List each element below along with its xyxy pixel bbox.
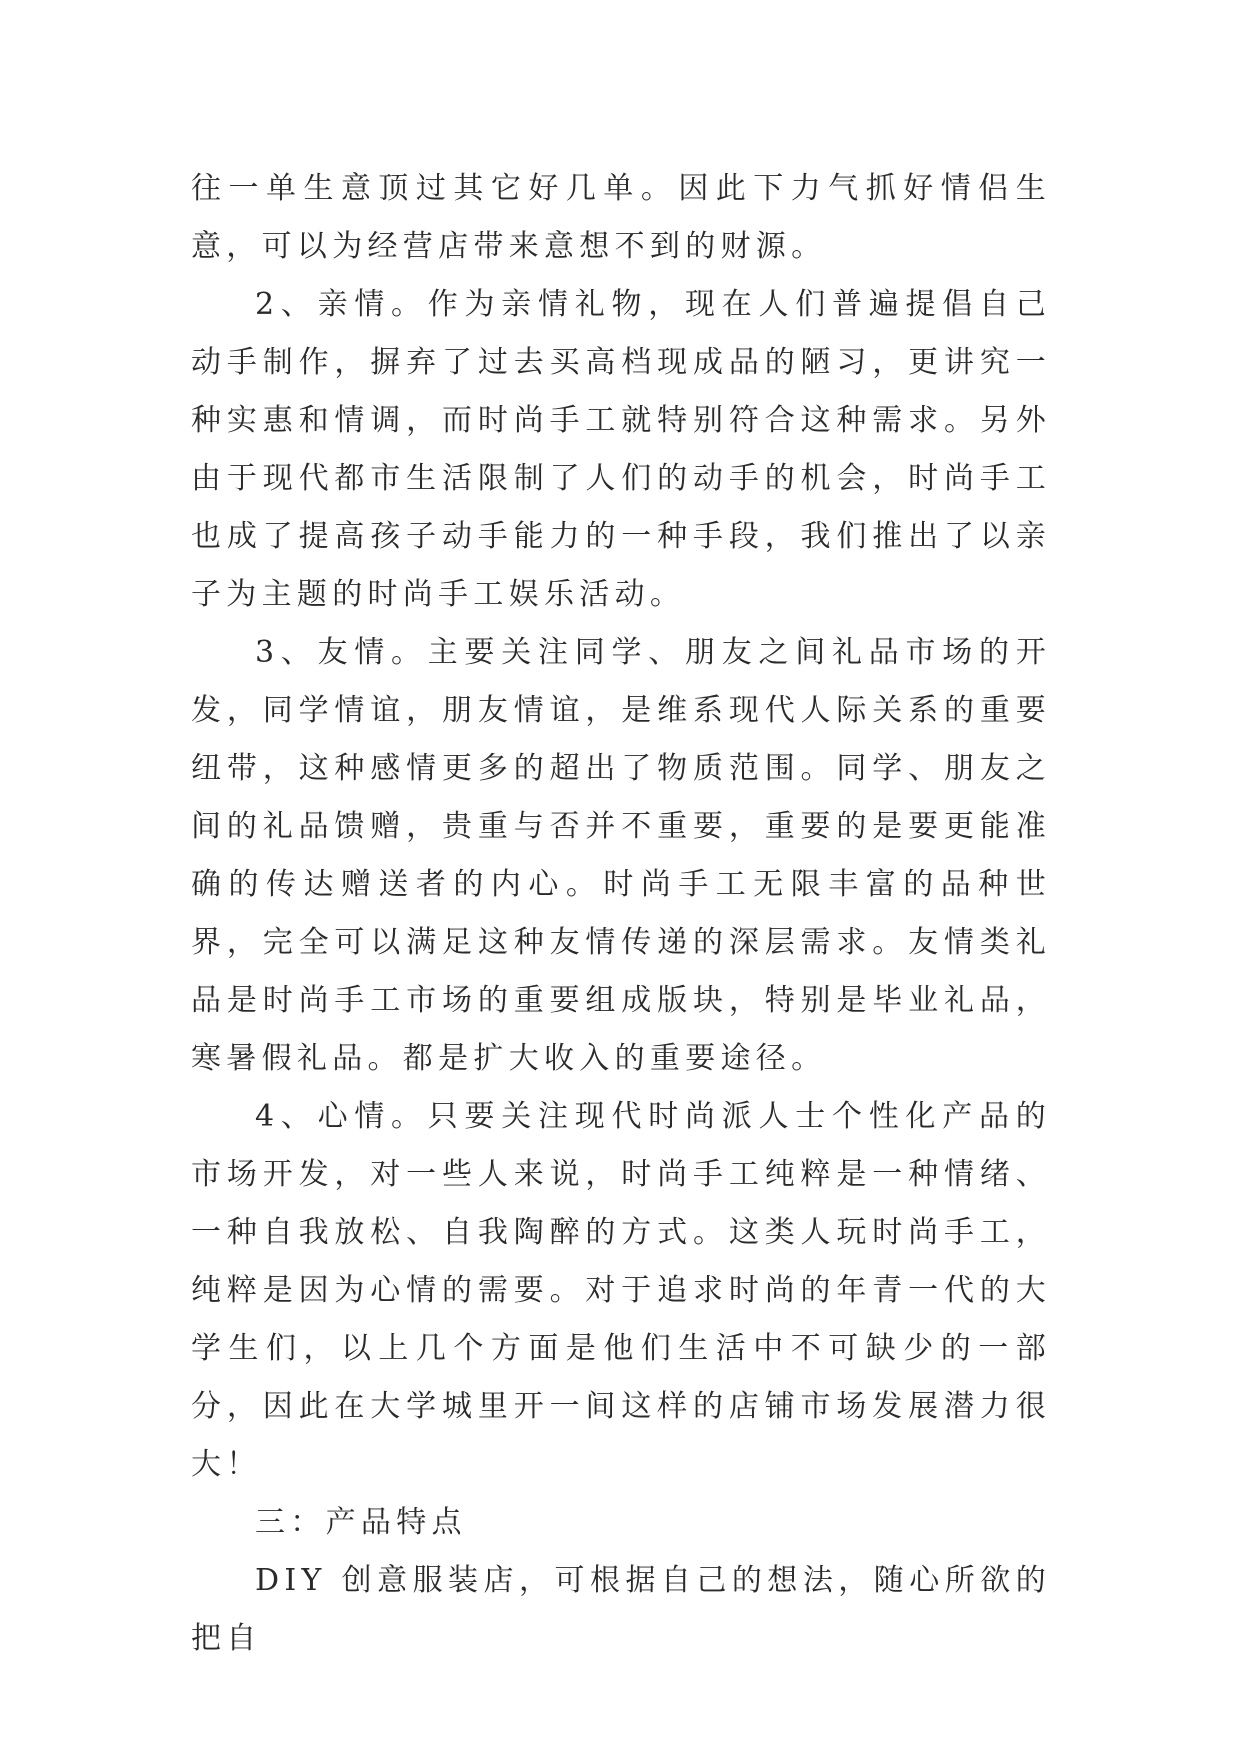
paragraph-continuation: 往一单生意顶过其它好几单。因此下力气抓好情侣生意，可以为经营店带来意想不到的财源。	[191, 171, 1051, 264]
document-body	[191, 160, 1051, 1668]
paragraph-diy: DIY 创意服装店，可根据自己的想法，随心所欲的把自	[191, 1563, 1051, 1656]
paragraph-family: 2、亲情。作为亲情礼物，现在人们普遍提倡自己动手制作，摒弃了过去买高档现成品的陋习，更讲究一种实惠和情调，而时尚手工就特别符合这种需求。另外由于现代都市生活限制了人们的动手的机会，时尚手工也成了提高孩子动手能力的一种手段，我们推出了以亲子为主题的时尚手工娱乐活动。	[191, 287, 1051, 612]
paragraph-friendship: 3、友情。主要关注同学、朋友之间礼品市场的开发，同学情谊，朋友情谊，是维系现代人际关系的重要纽带，这种感情更多的超出了物质范围。同学、朋友之间的礼品馈赠，贵重与否并不重要，重要的是要更能准确的传达赠送者的内心。时尚手工无限丰富的品种世界，完全可以满足这种友情传递的深层需求。友情类礼品是时尚手工市场的重要组成版块，特别是毕业礼品，寒暑假礼品。都是扩大收入的重要途径。	[191, 635, 1051, 1076]
section-heading-product-features: 三：产品特点	[255, 1505, 467, 1540]
paragraph-mood: 4、心情。只要关注现代时尚派人士个性化产品的市场开发，对一些人来说，时尚手工纯粹是一种情绪、一种自我放松、自我陶醉的方式。这类人玩时尚手工，纯粹是因为心情的需要。对于追求时尚的年青一代的大学生们，以上几个方面是他们生活中不可缺少的一部分，因此在大学城里开一间这样的店铺市场发展潜力很大！	[191, 1099, 1051, 1482]
